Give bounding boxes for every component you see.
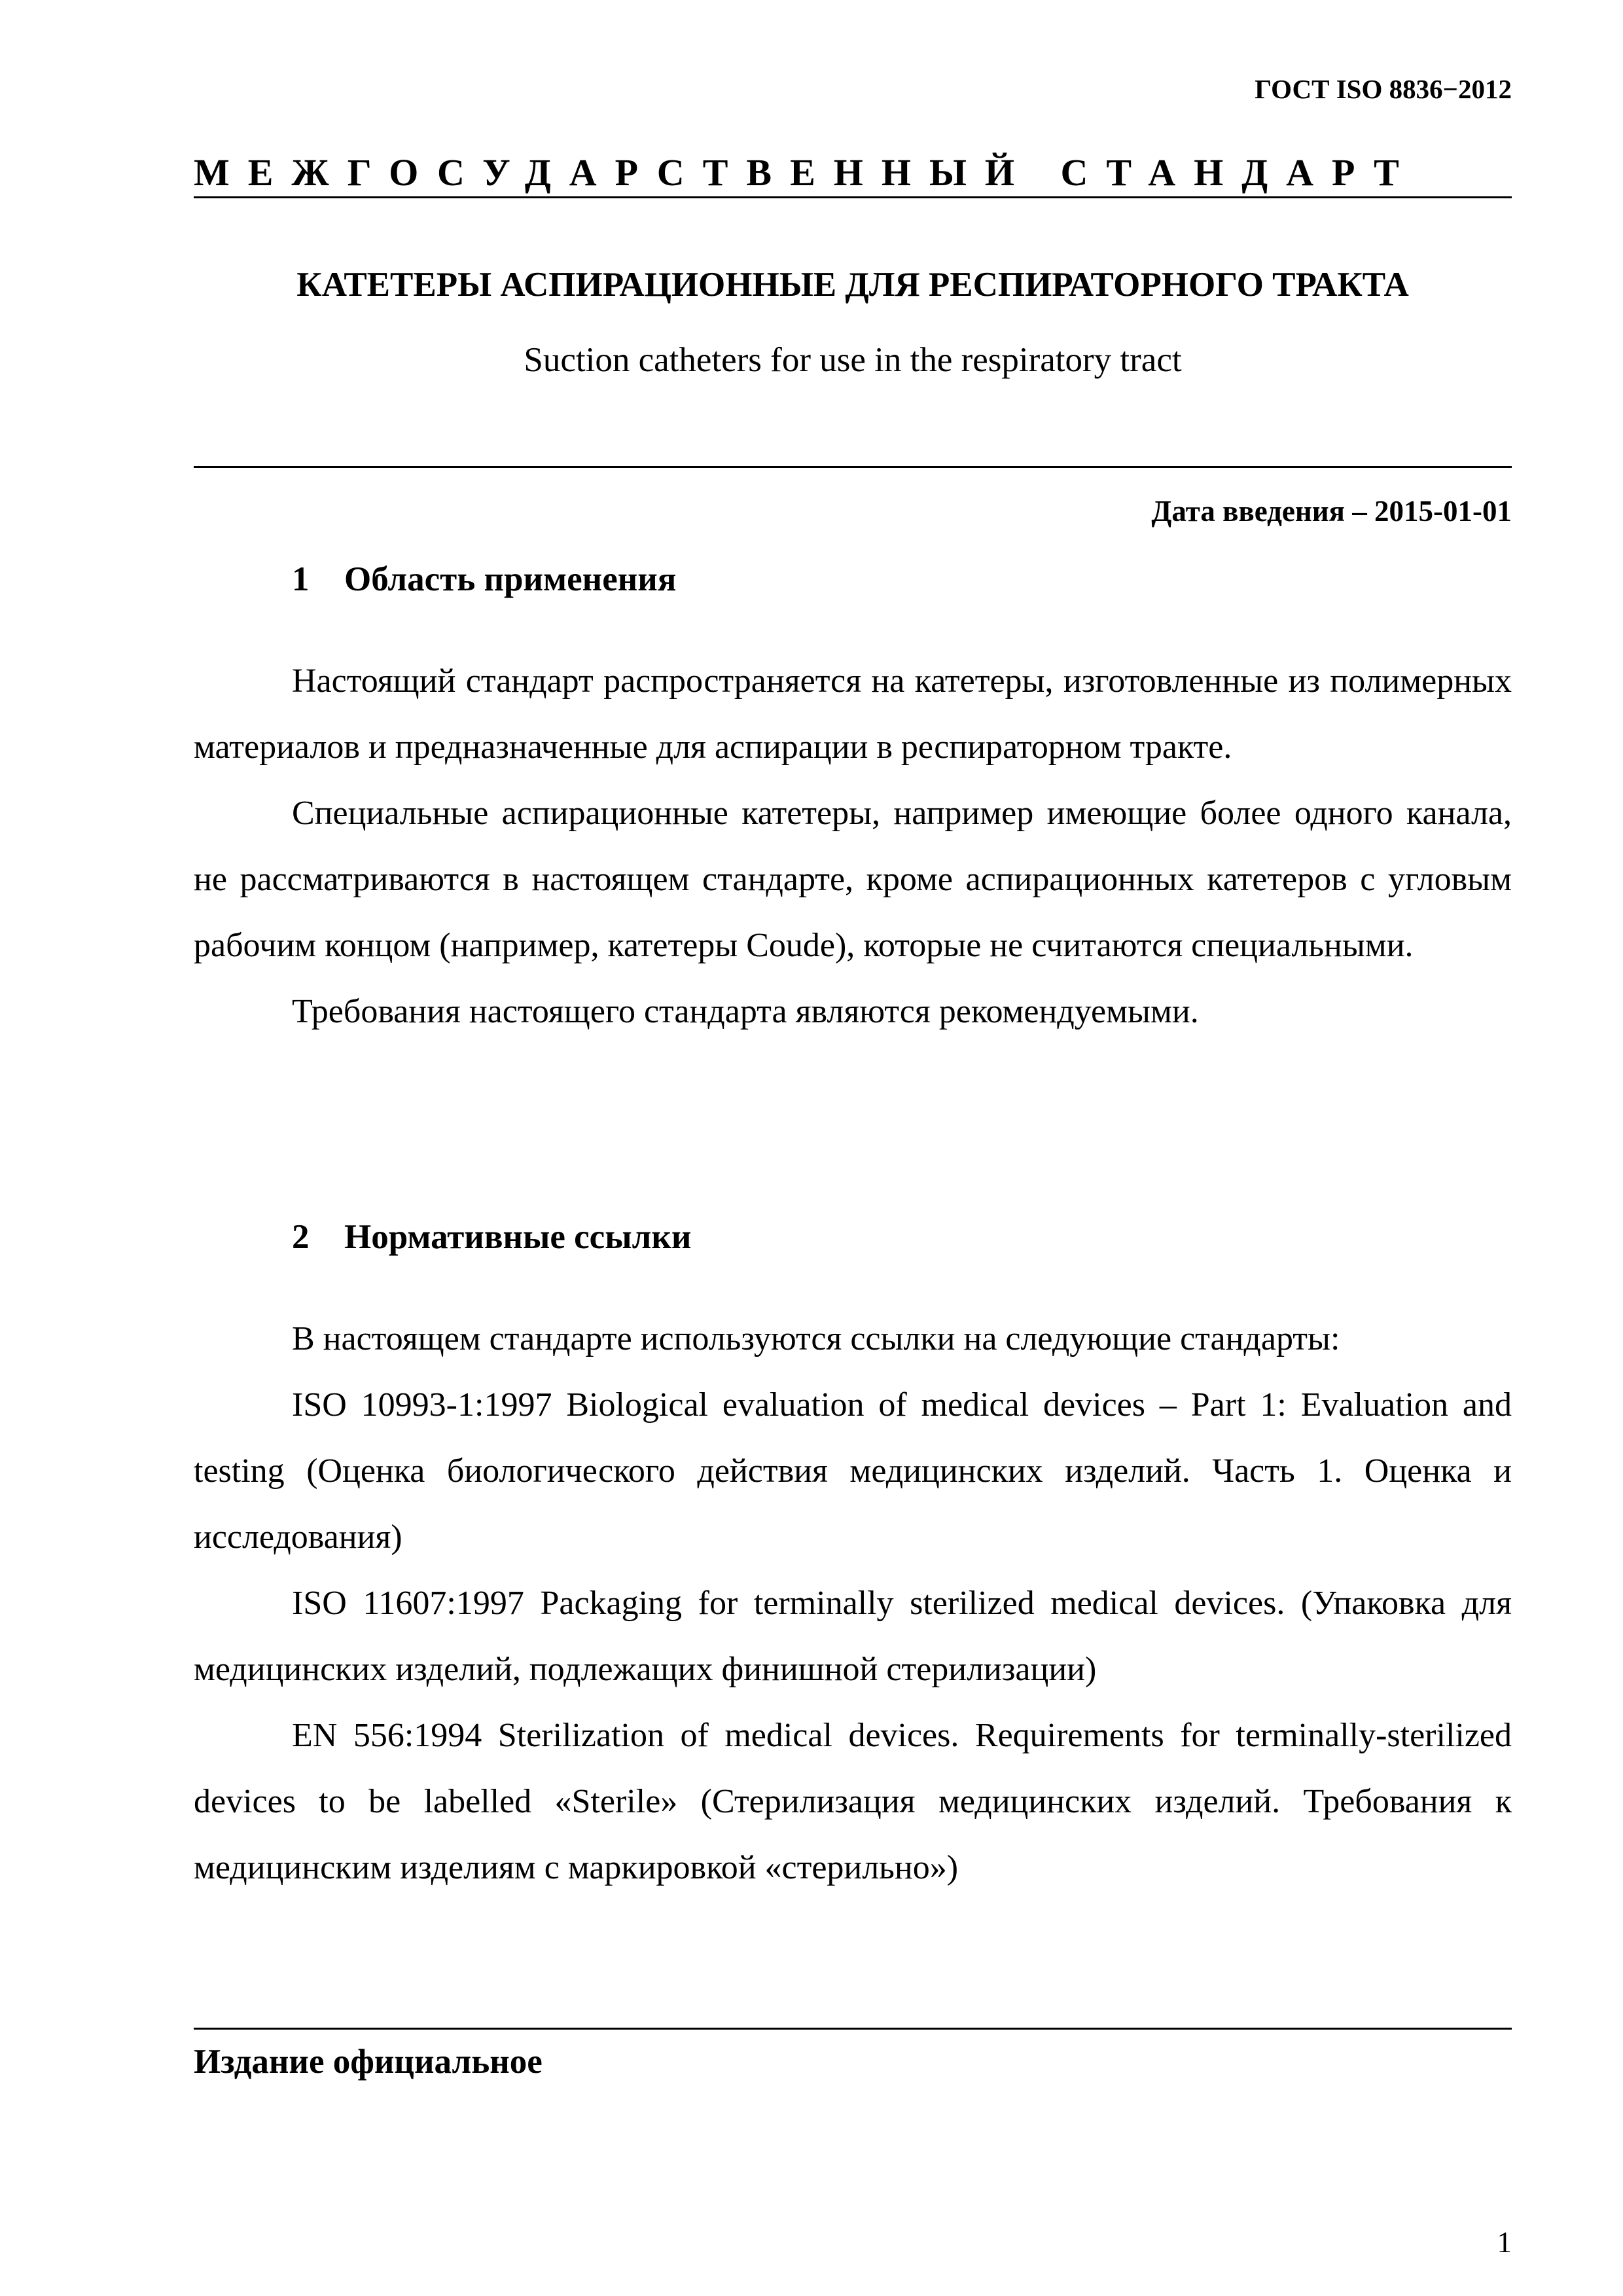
section-number: 2: [292, 1218, 310, 1256]
reference-item: ISO 11607:1997 Packaging for terminally sterilized medical devices. (Упаковка для медицинских изделий, подлежащих финишной стерилизации): [194, 1585, 1512, 1688]
section-number: 1: [292, 560, 310, 598]
standard-code: ГОСТ ISO 8836−2012: [1255, 74, 1512, 104]
paragraph: Настоящий стандарт распространяется на катетеры, изготовленные из полимерных материалов и предназначенные для аспирации в респираторном тракте.: [194, 662, 1512, 766]
header-divider: [194, 196, 1512, 198]
section-title: Нормативные ссылки: [344, 1218, 692, 1256]
reference-item: ISO 10993-1:1997 Biological evaluation of medical devices – Part 1: Evaluation and testing (Оценка биологического действия медицинских изделий. Часть 1. Оценка и исследования): [194, 1386, 1512, 1556]
standard-type-heading: МЕЖГОСУДАРСТВЕННЫЙ СТАНДАРТ: [194, 151, 1418, 194]
document-title-en: Suction catheters for use in the respiratory tract: [524, 341, 1182, 379]
reference-item: EN 556:1994 Sterilization of medical devices. Requirements for terminally-sterilized devices to be labelled «Sterile» (Стерилизация медицинских изделий. Требования к медицинским изделиям с маркировкой «стерильно»): [194, 1717, 1512, 1886]
paragraph: В настоящем стандарте используются ссылки на следующие стандарты:: [292, 1320, 1340, 1357]
footer-divider: [194, 2028, 1512, 2030]
document-title-ru: КАТЕТЕРЫ АСПИРАЦИОННЫЕ ДЛЯ РЕСПИРАТОРНОГО ТРАКТА: [296, 266, 1409, 304]
title-divider: [194, 466, 1512, 468]
introduction-date: Дата введения – 2015-01-01: [1151, 495, 1512, 528]
section-1-heading: [292, 560, 676, 599]
section-2-heading: [292, 1217, 691, 1257]
section-title: Область применения: [344, 560, 677, 598]
page-number: 1: [1497, 2226, 1512, 2259]
section-2-body: [194, 1306, 1512, 1901]
official-edition-label: Издание официальное: [194, 2043, 543, 2081]
section-1-body: [194, 648, 1512, 1045]
paragraph: Требования настоящего стандарта являются рекомендуемыми.: [292, 993, 1199, 1030]
paragraph: Специальные аспирационные катетеры, например имеющие более одного канала, не рассматриваются в настоящем стандарте, кроме аспирационных катетеров с угловым рабочим концом (например, катетеры Coude), которые не считаются специальными.: [194, 795, 1512, 964]
